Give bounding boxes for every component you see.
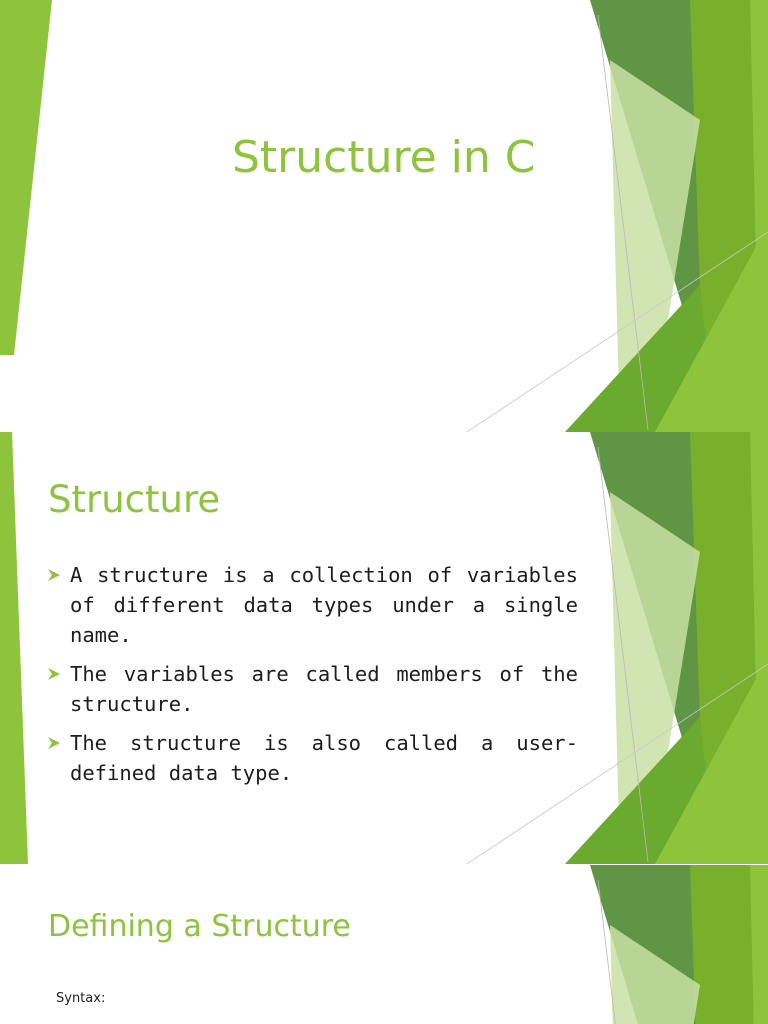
slide-decoration [0,865,768,1024]
bullet-list [48,560,578,797]
arrowhead-bullet-icon [48,569,60,581]
arrowhead-bullet-icon [48,668,60,680]
arrowhead-bullet-icon [48,737,60,749]
bullet-text: A structure is a collection of variables of different data types under a single name. [70,563,578,647]
slide-title: Structure [48,478,221,521]
syntax-label: Syntax: [56,991,106,1006]
bullet-item [48,659,578,719]
bullet-text: The variables are called members of the structure. [70,662,578,716]
slide-title: Structure in C [232,132,536,183]
defining-structure-slide [0,865,768,1024]
title-slide [0,0,768,432]
bullet-item [48,560,578,650]
structure-slide [0,432,768,865]
bullet-item [48,728,578,788]
slide-decoration [0,0,768,432]
slide-title: Defining a Structure [48,909,351,944]
bullet-text: The structure is also called a user-defined data type. [70,731,578,785]
